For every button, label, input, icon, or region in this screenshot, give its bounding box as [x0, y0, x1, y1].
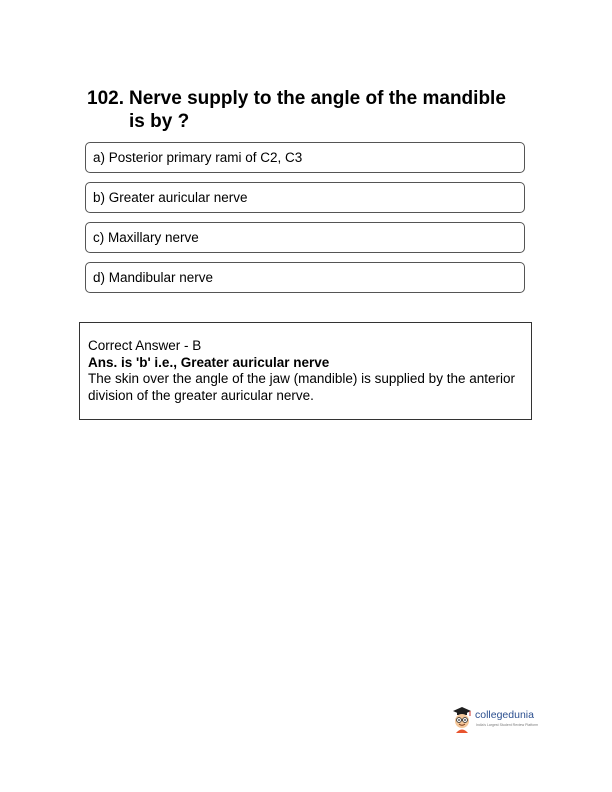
answer-headline: Ans. is 'b' i.e., Greater auricular nerve [88, 354, 330, 370]
option-d[interactable]: d) Mandibular nerve [85, 262, 525, 293]
collegedunia-logo [451, 705, 551, 735]
answer-explanation: The skin over the angle of the jaw (mandible) is supplied by the anterior division of the greater auricular nerve. [88, 371, 515, 403]
logo-tagline: India's Largest Student Review Platform [476, 723, 539, 727]
option-b[interactable]: b) Greater auricular nerve [85, 182, 525, 213]
answer-box [79, 322, 532, 420]
logo-name: collegedunia [475, 709, 534, 721]
option-a[interactable]: a) Posterior primary rami of C2, C3 [85, 142, 525, 173]
question-number: 102. [87, 88, 124, 109]
question-text: Nerve supply to the angle of the mandible is by ? [129, 88, 506, 132]
option-c[interactable]: c) Maxillary nerve [85, 222, 525, 253]
mascot-icon [451, 705, 473, 733]
correct-answer: Correct Answer - B [88, 338, 202, 353]
